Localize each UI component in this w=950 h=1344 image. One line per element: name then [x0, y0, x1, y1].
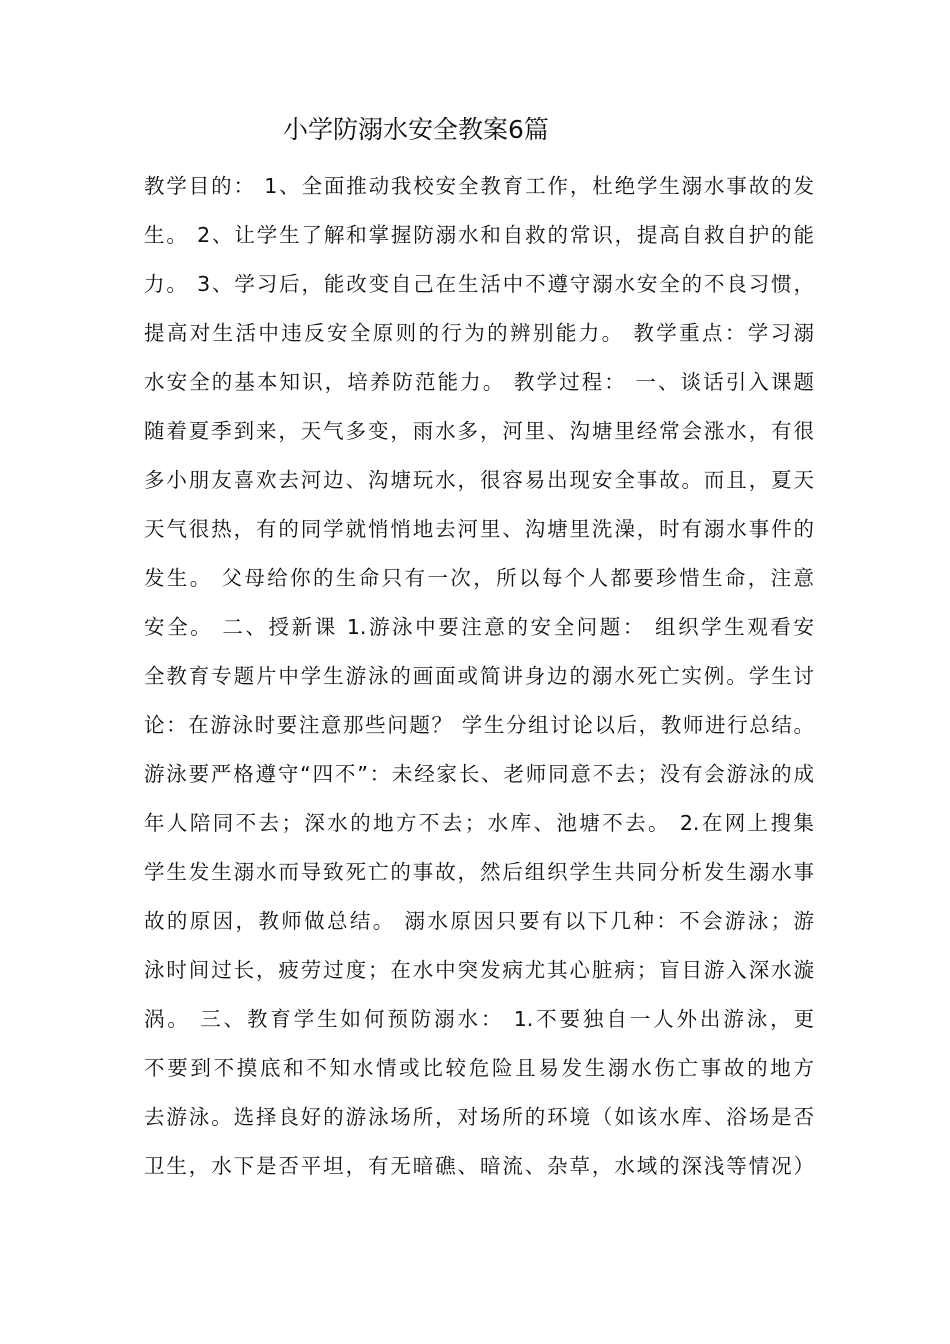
body-line: 论：在游泳时要注意那些问题？ 学生分组讨论以后，教师进行总结。 — [144, 713, 814, 737]
body-line: 不要到不摸底和不知水情或比较危险且易发生溺水伤亡事故的地方 — [144, 1056, 814, 1080]
body-line: 故的原因，教师做总结。 溺水原因只要有以下几种：不会游泳；游 — [144, 909, 814, 933]
body-line: 力。 3、学习后，能改变自己在生活中不遵守溺水安全的不良习惯， — [144, 272, 814, 296]
body-line: 提高对生活中违反安全原则的行为的辨别能力。 教学重点：学习溺 — [144, 321, 814, 345]
body-line: 年人陪同不去；深水的地方不去；水库、池塘不去。 2.在网上搜集 — [144, 811, 814, 835]
body-line: 发生。 父母给你的生命只有一次，所以每个人都要珍惜生命，注意 — [144, 566, 814, 590]
body-line: 天气很热，有的同学就悄悄地去河里、沟塘里洗澡，时有溺水事件的 — [144, 517, 814, 541]
body-line: 泳时间过长，疲劳过度；在水中突发病尤其心脏病；盲目游入深水漩 — [144, 958, 814, 982]
body-line: 学生发生溺水而导致死亡的事故，然后组织学生共同分析发生溺水事 — [144, 860, 814, 884]
body-line: 全教育专题片中学生游泳的画面或简讲身边的溺水死亡实例。学生讨 — [144, 664, 814, 688]
document-body — [144, 162, 814, 1191]
document-title: 小学防溺水安全教案6篇 — [283, 115, 549, 144]
body-line: 生。 2、让学生了解和掌握防溺水和自救的常识，提高自救自护的能 — [144, 223, 814, 247]
body-line: 去游泳。选择良好的游泳场所，对场所的环境（如该水库、浴场是否 — [144, 1105, 814, 1129]
body-line: 涡。 三、教育学生如何预防溺水： 1.不要独自一人外出游泳，更 — [144, 1007, 814, 1031]
body-line: 安全。 二、授新课 1.游泳中要注意的安全问题： 组织学生观看安 — [144, 615, 814, 639]
body-line: 水安全的基本知识，培养防范能力。 教学过程： 一、谈话引入课题 — [144, 370, 814, 394]
body-line: 随着夏季到来，天气多变，雨水多，河里、沟塘里经常会涨水，有很 — [144, 419, 814, 443]
body-line: 卫生，水下是否平坦，有无暗礁、暗流、杂草，水域的深浅等情况） — [144, 1154, 814, 1178]
body-line: 多小朋友喜欢去河边、沟塘玩水，很容易出现安全事故。而且，夏天 — [144, 468, 814, 492]
body-line: 游泳要严格遵守“四不”：未经家长、老师同意不去；没有会游泳的成 — [144, 762, 814, 786]
body-line: 教学目的： 1、全面推动我校安全教育工作，杜绝学生溺水事故的发 — [144, 174, 814, 198]
